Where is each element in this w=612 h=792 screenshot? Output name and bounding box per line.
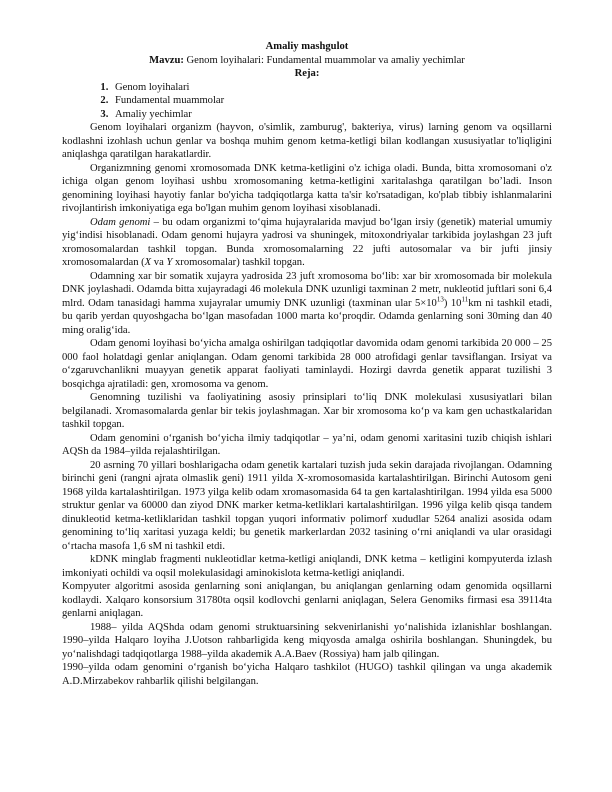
document-page bbox=[62, 40, 552, 688]
paragraph-algorithm: Kompyuter algoritmi asosida genlarning soni aniqlangan, bu aniqlangan genlarning odam genomida oqsillarni kodlaydi. Xalqaro konsorsium 31780ta oqsil kodlovchi genlarni aniqlagan, Selera Genomiks firmasi esa 39114ta genlarni aniqlagan. bbox=[62, 581, 552, 619]
paragraph-genome-structure: Genomning tuzilishi va faoliyatining asosiy prinsiplari to‘liq DNK molekulasi xususiyatlari bilan belgilanadi. Xromasomalarda genlar bir tekis joylashmagan. Xar bir xromosoma ko‘p va kam gen uchastkalaridan tashkil topgan. bbox=[62, 392, 552, 430]
paragraph-organism-genome: Organizmning genomi xromosomada DNK ketma-ketligini o'z ichiga oladi. Bunda, bitta xromosomani o'z ichiga olgan genom loyihasi ushbu xromosomaning ketma-ketligini xaritalashga qaratilgan bo’ladi. Inson genomining loyihasi hayotiy fanlar bo'yicha tadqiqotlarga katta ta'sir ko'rsatadigan, ko'plab tibbiy ishlanmalarini rivojlantirish imkoniyatiga ega bo'lgan muhim genom loyihasi xisoblanadi. bbox=[62, 162, 552, 214]
plan-heading: Reja: bbox=[294, 68, 320, 79]
plan-item: 1. Genom loyihalari bbox=[111, 81, 552, 95]
plan-item: 2. Fundamental muammolar bbox=[111, 94, 552, 108]
topic-line bbox=[62, 54, 552, 68]
paragraph-genome-projects: Genom loyihalari organizm (hayvon, o'simlik, zamburug', bakteriya, virus) larning genom va oqsillarni kodlashni izohlash uchun genlar va boshqa muhim genom ketma-ketligi bilan kodlangan xususiyatlar to'liqligini aniqlashga qaratilgan harakatlardir. bbox=[62, 122, 552, 160]
document-title: Amaliy mashgulot bbox=[265, 41, 349, 52]
plan-list bbox=[62, 81, 552, 122]
plan-item: 3. Amaliy yechimlar bbox=[111, 108, 552, 122]
term-human-genome: Odam genomi bbox=[90, 216, 151, 228]
paragraph-kdnk: kDNK minglab fragmenti nukleotidlar ketma-ketligi aniqlandi, DNK ketma – ketligini kompyuterda izlash imkoniyati ochildi va oqsil molekulasidagi aminokislota ketma-ketligi aniqlandi. bbox=[62, 554, 552, 579]
paragraph-sequencing: 1988– yilda AQShda odam genomi struktuarsining sekvenirlanishi yo‘nalishida izlanishlar boshlangan. 1990–yilda Halqaro loyiha J.Uotson rahbarligida keng miqyosda amalga oshirila boshlangan. Shuningdek, bu yo‘nalishdagi tadqiqotlarga 1988–yilda akademik A.A.Baev (Rossiya) ham jalb qilingan. bbox=[62, 621, 552, 660]
paragraph-dna-length: Odamning xar bir somatik xujayra yadrosida 23 juft xromosoma bo‘lib: xar bir xromosomada bir molekula DNK joylashadi. Odamda bitta xujayradagi 46 molekula DNK uzunligi taxminan 2 metr, nukleotid juftlari soni 6,4 mlrd. Odam tanasidagi hamma xujayralar umumiy DNK uzunligi (taxminan ular $5\times 10^{13}$) $10^{11}km$ ni tashkil etadi, bu qarib yerdan quyoshgacha bo‘lgan masofadan 1000 marta ko‘proqdir. Odamda genlarning soni 30ming dan 40 ming oralig‘ida. bbox=[62, 270, 552, 336]
paragraph-research-usa: Odam genomini o‘rganish bo‘yicha ilmiy tadqiqotlar – ya’ni, odam genomi xaritasini tuzib chiqish ishlari AQSh da 1984–yilda rejalashtirilgan. bbox=[62, 432, 552, 457]
topic-label: Mavzu: bbox=[149, 54, 184, 66]
paragraph-active-genes: Odam genomi loyihasi bo‘yicha amalga oshirilgan tadqiqotlar davomida odam genomi tarkibida 20 000 – 25 000 faol holatdagi genlar aniqlangan. Odam genomi tarkibida 28 000 atrofidagi genlar tavsiflangan. Irsiyat va o‘zgaruvchanlikni muayyan genetik apparat faoliyati taminlaydi. Hozirgi davrda genetik apparat tuzilishi 3 bosqichga ajratiladi: gen, xromosoma va genom. bbox=[62, 338, 552, 390]
paragraph-human-genome: Odam genomi – bu odam organizmi to‘qima hujayralarida mavjud bo‘lgan irsiy (genetik) material umumiy yig‘indisi hisoblanadi. Odam genomi hujayra yadrosi va shuningek, mitoxondriyalar tarkibida joylashgan 23 juft xromosomalardan tashkil topgan. Bunda xromosomalarning 22 jufti autosomalar va bir jufti jinsiy xromosomalardan (X va Y xromosomalar) tashkil topgan. bbox=[62, 216, 552, 268]
topic-text: Genom loyihalari: Fundamental muammolar va amaliy yechimlar bbox=[183, 54, 465, 66]
paragraph-hugo: 1990–yilda odam genomini o‘rganish bo‘yicha Halqaro tashkilot (HUGO) tashkil qilingan va unga akademik A.D.Mirzabekov rahbarlik qilishi belgilangan. bbox=[62, 662, 552, 687]
paragraph-genetic-maps: 20 asrning 70 yillari boshlarigacha odam genetik kartalari tuzish juda sekin darajada rivojlangan. Odamning birinchi geni (rangni ajrata olmaslik geni) 1911 yilda X-xromosomasida kartalashtirilgan. Birinchi Autosom geni 1968 yilda kartalashtirilgan. 1973 yilga kelib odam xromasomasida 64 ta gen kartalashtirilgan. 1994 yilda esa 5000 struktur genlar va 60000 dan ziyod DNK marker ketma-ketliklari kartalashtirilgan. 1996 yilga kelib qisqa tandem dinukleotid ketma-ketliklaridan tashkil topgan yuqori informativ polimorf xududlar 5264 analizi asosida odam genomining to‘liq xaritasi yuzaga keldi; bu genetik markerlardan 2032 tasining o‘rni aniqlandi va ular orasidagi o‘rtacha masofa 1,6 sM ni tashkil etdi. bbox=[62, 459, 552, 552]
